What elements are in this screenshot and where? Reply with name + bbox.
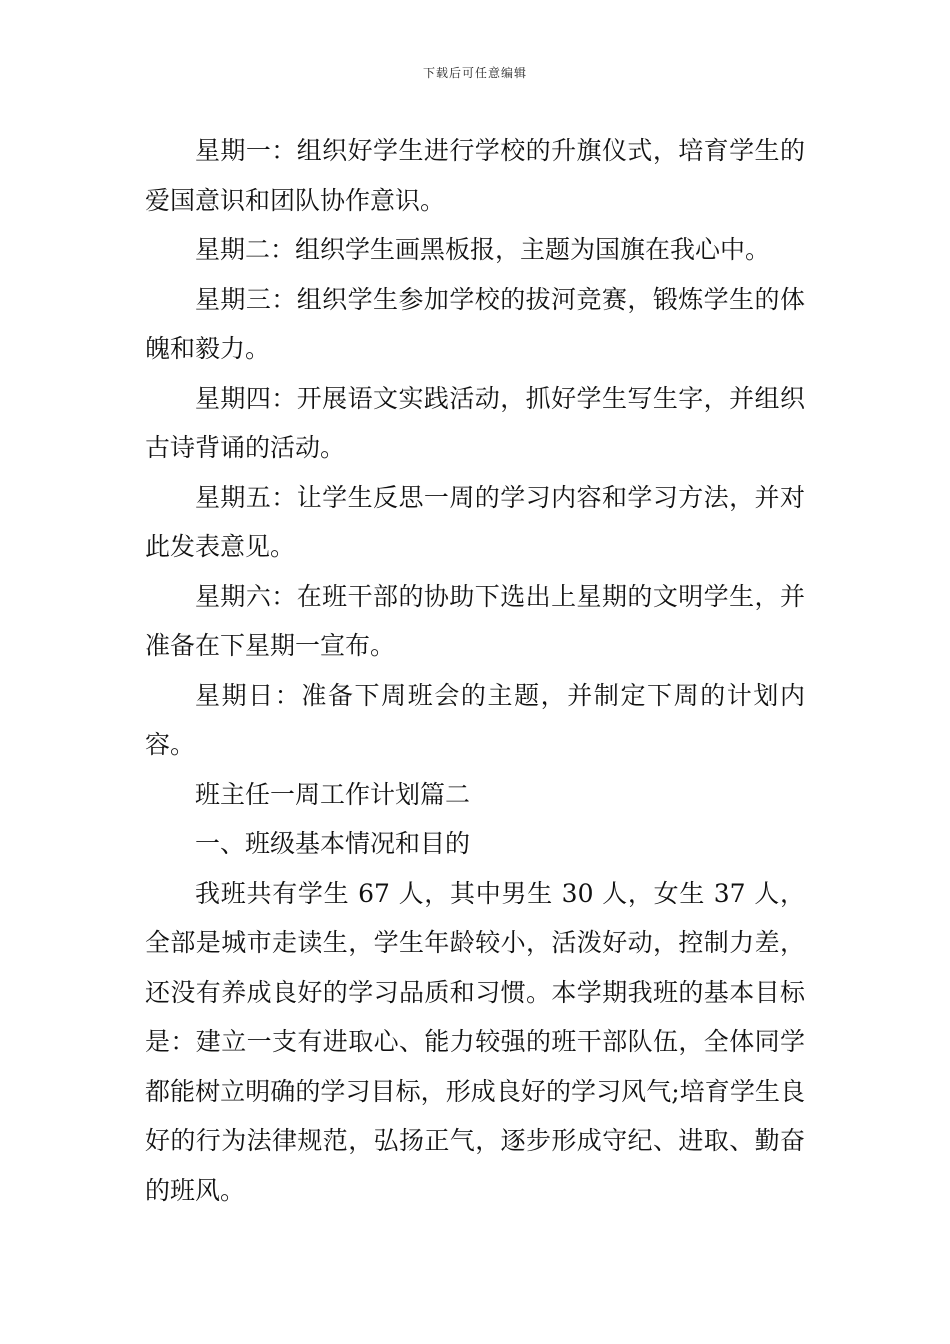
subsection-heading: 一、班级基本情况和目的 xyxy=(195,829,471,858)
paragraph-friday: 星期五：让学生反思一周的学习内容和学习方法，并对此发表意见。 xyxy=(145,482,805,561)
document-body xyxy=(145,126,805,1215)
page-header-note: 下载后可任意编辑 xyxy=(422,66,527,80)
paragraph-monday: 星期一：组织好学生进行学校的升旗仪式，培育学生的爱国意识和团队协作意识。 xyxy=(145,136,805,215)
paragraph-sunday: 星期日：准备下周班会的主题，并制定下周的计划内容。 xyxy=(145,680,805,759)
paragraph-thursday: 星期四：开展语文实践活动，抓好学生写生字，并组织古诗背诵的活动。 xyxy=(145,383,805,462)
paragraph-tuesday: 星期二：组织学生画黑板报，主题为国旗在我心中。 xyxy=(195,235,771,264)
paragraph-saturday: 星期六：在班干部的协助下选出上星期的文明学生，并准备在下星期一宣布。 xyxy=(145,581,805,660)
section-title: 班主任一周工作计划篇二 xyxy=(195,779,471,809)
paragraph-wednesday: 星期三：组织学生参加学校的拔河竞赛，锻炼学生的体魄和毅力。 xyxy=(145,284,805,363)
paragraph-class-overview: 我班共有学生 67 人，其中男生 30 人，女生 37 人，全部是城市走读生，学生年龄较小，活泼好动，控制力差，还没有养成良好的学习品质和习惯。本学期我班的基本目标是：建立一支有进取心、能力较强的班干部队伍，全体同学都能树立明确的学习目标，形成良好的学习风气;培育学生良好的行为法律规范，弘扬正气，逐步形成守纪、进取、勤奋的班风。 xyxy=(145,878,805,1205)
